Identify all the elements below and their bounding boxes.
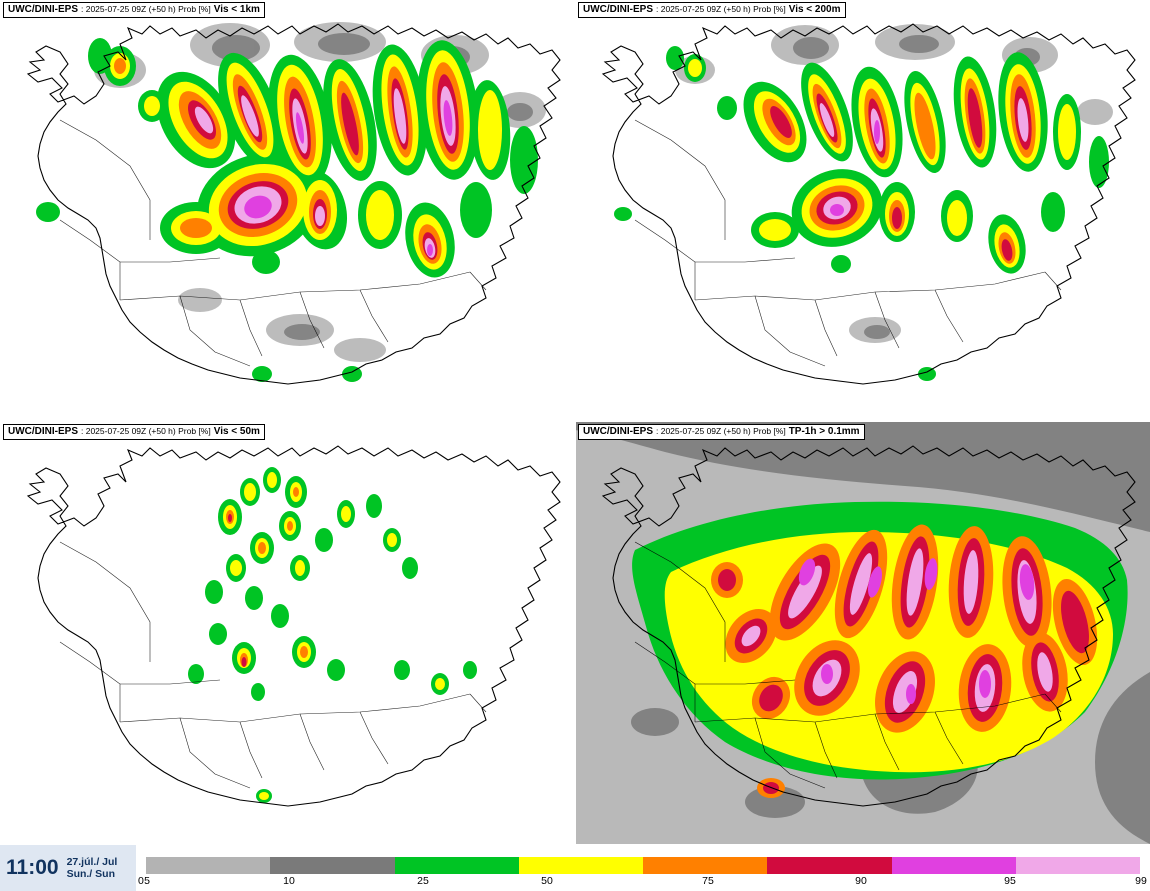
- legend-segment-10: [270, 857, 394, 874]
- legend-tick-25: 25: [417, 875, 429, 887]
- legend-tick-75: 75: [702, 875, 714, 887]
- probability-colorbar[interactable]: [136, 845, 1150, 891]
- legend-tick-labels: [136, 875, 1150, 889]
- panel-run-label: : 2025-07-25 09Z (+50 h) Prob [%]: [81, 4, 211, 14]
- iceland-map-vis-200m: [575, 0, 1150, 422]
- valid-time: 11:00: [6, 856, 59, 879]
- legend-tick-10: 10: [283, 875, 295, 887]
- panel-run-label: : 2025-07-25 09Z (+50 h) Prob [%]: [656, 426, 786, 436]
- panel-divider: [575, 0, 576, 845]
- panel-title-vis-50m: [3, 424, 265, 440]
- panel-title-vis-200m: [578, 2, 846, 18]
- valid-date-line2: Sun./ Sun: [66, 868, 115, 880]
- iceland-map-tp-1h: [575, 422, 1150, 844]
- iceland-map-vis-1km: [0, 0, 575, 422]
- legend-segment-25: [395, 857, 519, 874]
- legend-tick-50: 50: [541, 875, 553, 887]
- panel-parameter-label: Vis < 50m: [213, 426, 260, 437]
- legend-segment-99: [1016, 857, 1140, 874]
- map-panel-vis-1km[interactable]: [0, 0, 575, 422]
- panel-model-label: UWC/DINI-EPS: [8, 426, 78, 437]
- panel-parameter-label: TP-1h > 0.1mm: [788, 426, 860, 437]
- legend-segment-90: [767, 857, 891, 874]
- iceland-map-vis-50m: [0, 422, 575, 844]
- panel-model-label: UWC/DINI-EPS: [583, 426, 653, 437]
- panel-parameter-label: Vis < 1km: [213, 4, 260, 15]
- legend-tick-5: 5: [144, 875, 150, 887]
- panel-title-vis-1km: [3, 2, 265, 18]
- legend-color-strip: [146, 857, 1140, 874]
- panel-model-label: UWC/DINI-EPS: [583, 4, 653, 15]
- footer-bar: [0, 845, 1150, 891]
- valid-date-line1: 27.júl./ Jul: [66, 856, 118, 868]
- valid-time-box[interactable]: [0, 845, 136, 891]
- panel-run-label: : 2025-07-25 09Z (+50 h) Prob [%]: [81, 426, 211, 436]
- panel-title-tp-1h: [578, 424, 865, 440]
- legend-segment-95: [892, 857, 1016, 874]
- legend-segment-50: [519, 857, 643, 874]
- panel-parameter-label: Vis < 200m: [788, 4, 841, 15]
- panel-run-label: : 2025-07-25 09Z (+50 h) Prob [%]: [656, 4, 786, 14]
- legend-min-label: 0: [138, 875, 144, 887]
- legend-segment-5: [146, 857, 270, 874]
- map-panel-tp-1h[interactable]: [575, 422, 1150, 844]
- legend-segment-75: [643, 857, 767, 874]
- valid-date: [67, 856, 118, 880]
- legend-tick-90: 90: [855, 875, 867, 887]
- panel-model-label: UWC/DINI-EPS: [8, 4, 78, 15]
- legend-tick-99: 99: [1135, 875, 1147, 887]
- map-panel-vis-200m[interactable]: [575, 0, 1150, 422]
- legend-tick-95: 95: [1004, 875, 1016, 887]
- map-panel-vis-50m[interactable]: [0, 422, 575, 844]
